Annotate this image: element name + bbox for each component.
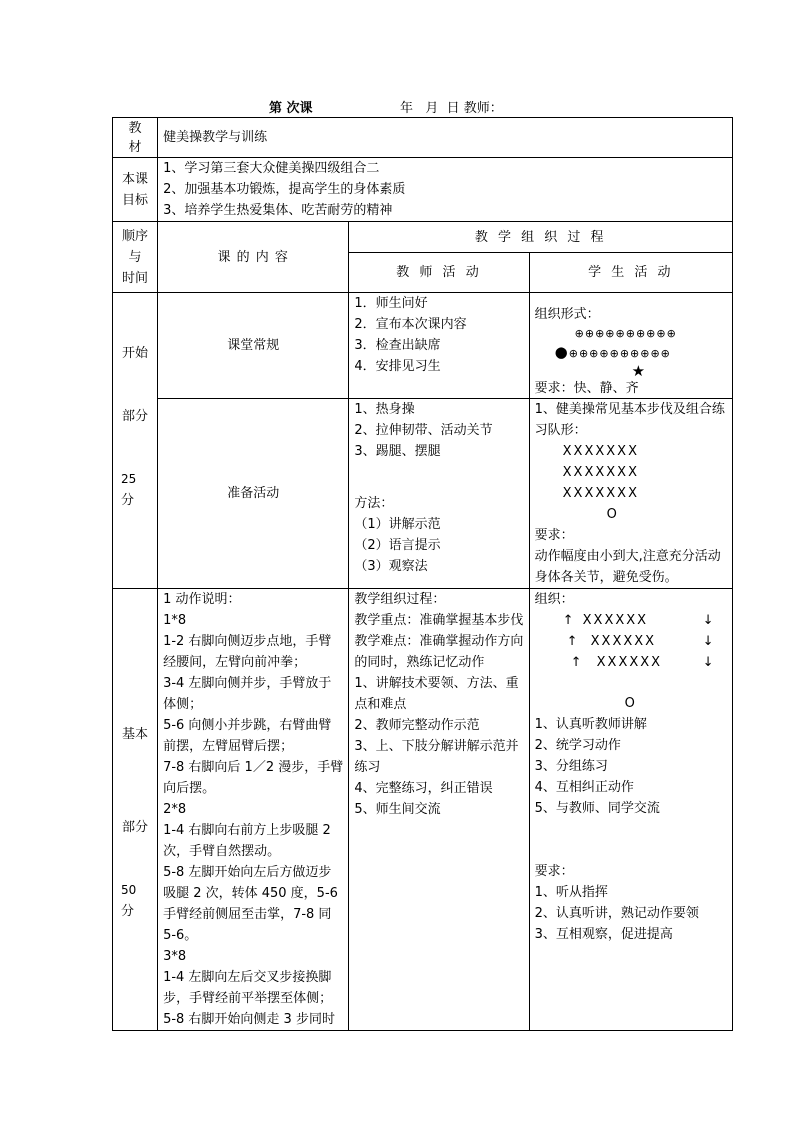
- routine-teacher: [349, 293, 529, 399]
- start-time-value: 25: [121, 472, 137, 486]
- method-item: （1）讲解示范: [354, 517, 441, 532]
- goals-list: [158, 158, 733, 222]
- basic-teacher: [349, 589, 529, 1031]
- formation-arrow-row: [535, 652, 732, 673]
- basic-time-value: 50: [121, 883, 137, 897]
- method-item: （3）观察法: [354, 559, 428, 574]
- content-line: 5-8 左脚开始向左后方做迈步吸腿 2 次，转体 450 度，5-6 手臂经前侧屈至击掌，7-8 同 5-6。: [163, 865, 338, 943]
- prep-teacher: [349, 399, 529, 589]
- student-item: 4、互相纠正动作: [534, 780, 634, 795]
- teacher-line: 1、讲解技术要领、方法、重点和难点: [354, 676, 519, 712]
- arrow-up-icon: ↑: [562, 613, 574, 628]
- basic-time-unit: 分: [121, 904, 135, 919]
- prep-row: [113, 399, 733, 589]
- content-line: 1-4 左脚向左后交叉步接换脚步，手臂经前平举摆至体侧；: [163, 970, 333, 1006]
- arrow-up-icon: ↑: [570, 655, 582, 670]
- goals-row: [113, 158, 733, 222]
- teacher-step: 1、热身操: [354, 402, 415, 417]
- teacher-line: 5、师生间交流: [354, 802, 441, 817]
- teacher-step: 4．安排见习生: [354, 359, 441, 374]
- arrow-down-icon: ↓: [702, 655, 714, 670]
- prep-student-intro: 1、健美操常见基本步伐及组合练习队形：: [534, 402, 725, 438]
- formation-arrow-row: [535, 610, 732, 631]
- teacher-step: 3．检查出缺席: [354, 338, 441, 353]
- content-line: 3-4 左脚向侧并步，手臂放于体侧；: [163, 676, 332, 712]
- goal-item: 1、学习第三套大众健美操四级组合二: [163, 161, 380, 176]
- teacher-step: 2、拉伸韧带、活动关节: [354, 423, 493, 438]
- teacher-step: 3、踢腿、摆腿: [354, 444, 441, 459]
- student-item: 3、分组练习: [534, 759, 608, 774]
- content-header: 课 的 内 容: [158, 222, 349, 293]
- basic-req-title: 要求：: [534, 864, 574, 879]
- start-part-label: 开始: [122, 346, 149, 361]
- teacher-line: 4、完整练习，纠正错误: [354, 781, 493, 796]
- teacher-mark: O: [624, 696, 635, 711]
- content-line: 1-4 右脚向右前方上步吸腿 2 次，手臂自然摆动。: [163, 823, 331, 859]
- teacher-step: 2．宣布本次课内容: [354, 317, 467, 332]
- start-part-label: 部分: [122, 409, 149, 424]
- student-item: 1、认真听教师讲解: [534, 717, 647, 732]
- basic-req-item: 1、听从指挥: [534, 885, 608, 900]
- process-header: 教 学 组 织 过 程: [349, 222, 733, 253]
- process-header-row: [113, 222, 733, 253]
- star-icon: ★: [631, 362, 646, 380]
- student-item: 2、统学习动作: [534, 738, 621, 753]
- formation-x-row: XXXXXXX: [562, 465, 639, 480]
- material-text: 健美操教学与训练: [158, 118, 733, 158]
- goal-item: 2、加强基本功锻炼，提高学生的身体素质: [163, 182, 406, 197]
- teacher-step: 1．师生问好: [354, 296, 428, 311]
- prep-student: [529, 399, 732, 589]
- content-line: 5-8 右脚开始向侧走 3 步同时: [163, 1012, 335, 1027]
- basic-req-item: 3、互相观察，促进提高: [534, 927, 673, 942]
- basic-content: [158, 589, 349, 1031]
- order-time-label: 顺序 与 时间: [113, 222, 158, 293]
- teacher-line: 3、上、下肢分解讲解示范并练习: [354, 739, 519, 775]
- arrow-down-icon: ↓: [702, 634, 714, 649]
- routine-student: [529, 293, 732, 399]
- formation-arrow-row: [535, 631, 732, 652]
- routine-row: [113, 293, 733, 399]
- basic-part-label: 部分: [122, 820, 149, 835]
- teacher-mark: O: [606, 507, 617, 522]
- content-line: 7-8 右脚向后 1／2 漫步，手臂向后摆。: [163, 760, 344, 796]
- formation-x-row: XXXXXXX: [562, 444, 639, 459]
- goals-label: 本课 目标: [113, 158, 158, 222]
- arrow-down-icon: ↓: [702, 613, 714, 628]
- teacher-position-icon: ●: [554, 343, 569, 361]
- basic-order-cell: [113, 589, 158, 1031]
- lesson-plan-table: [112, 117, 733, 1031]
- content-line: 1-2 右脚向侧迈步点地，手臂经腰间，左臂向前冲拳；: [163, 634, 332, 670]
- formation-x-row: XXXXXXX: [562, 486, 639, 501]
- goal-item: 3、培养学生热爱集体、吃苦耐劳的精神: [163, 203, 393, 218]
- basic-row: [113, 589, 733, 1031]
- formation-x-row: XXXXXX: [582, 613, 649, 628]
- date-teacher-label: 年 月 日 教师：: [400, 101, 503, 116]
- content-line: 5-6 向侧小并步跳，右臂曲臂前摆，左臂屈臂后摆；: [163, 718, 332, 754]
- formation-row: [535, 343, 732, 363]
- student-item: 5、与教师、同学交流: [534, 801, 660, 816]
- basic-part-label: 基本: [122, 727, 149, 742]
- formation-row: ⊕⊕⊕⊕⊕⊕⊕⊕⊕⊕: [574, 327, 677, 340]
- arrow-up-icon: ↑: [566, 634, 578, 649]
- formation-x-row: XXXXXX: [596, 655, 663, 670]
- method-title: 方法：: [354, 496, 394, 511]
- method-item: （2）语言提示: [354, 538, 441, 553]
- start-order-cell: [113, 293, 158, 589]
- teacher-line: 教学难点：准确掌握动作方向的同时，熟练记忆动作: [354, 634, 524, 670]
- lesson-header: [112, 97, 732, 115]
- org-title: 组织：: [534, 592, 574, 607]
- content-line: 1 动作说明：: [163, 592, 241, 607]
- material-row: [113, 118, 733, 158]
- prep-title: 准备活动: [158, 399, 349, 589]
- student-activity-header: 学 生 活 动: [529, 253, 732, 293]
- formation-x-row: XXXXXX: [590, 634, 657, 649]
- material-label: 教 材: [113, 118, 158, 158]
- routine-requirement: 要求：快、静、齐: [534, 381, 639, 396]
- lesson-number-label: 第 次课: [269, 101, 313, 116]
- teacher-line: 教学重点：准确掌握基本步伐: [354, 613, 524, 628]
- formation-title: 组织形式：: [534, 307, 600, 322]
- prep-req-text: 动作幅度由小到大,注意充分活动身体各关节，避免受伤。: [534, 549, 721, 585]
- formation-symbols: ⊕⊕⊕⊕⊕⊕⊕⊕⊕⊕: [568, 347, 671, 360]
- routine-title: 课堂常规: [158, 293, 349, 399]
- teacher-line: 2、教师完整动作示范: [354, 718, 480, 733]
- basic-req-item: 2、认真听讲，熟记动作要领: [534, 906, 699, 921]
- teacher-activity-header: 教 师 活 动: [349, 253, 529, 293]
- teacher-line: 教学组织过程：: [354, 592, 446, 607]
- content-line: 1*8: [163, 613, 187, 628]
- content-line: 3*8: [163, 949, 187, 964]
- start-time-unit: 分: [121, 493, 135, 508]
- content-line: 2*8: [163, 802, 187, 817]
- basic-student: [529, 589, 732, 1031]
- prep-req-title: 要求：: [534, 528, 574, 543]
